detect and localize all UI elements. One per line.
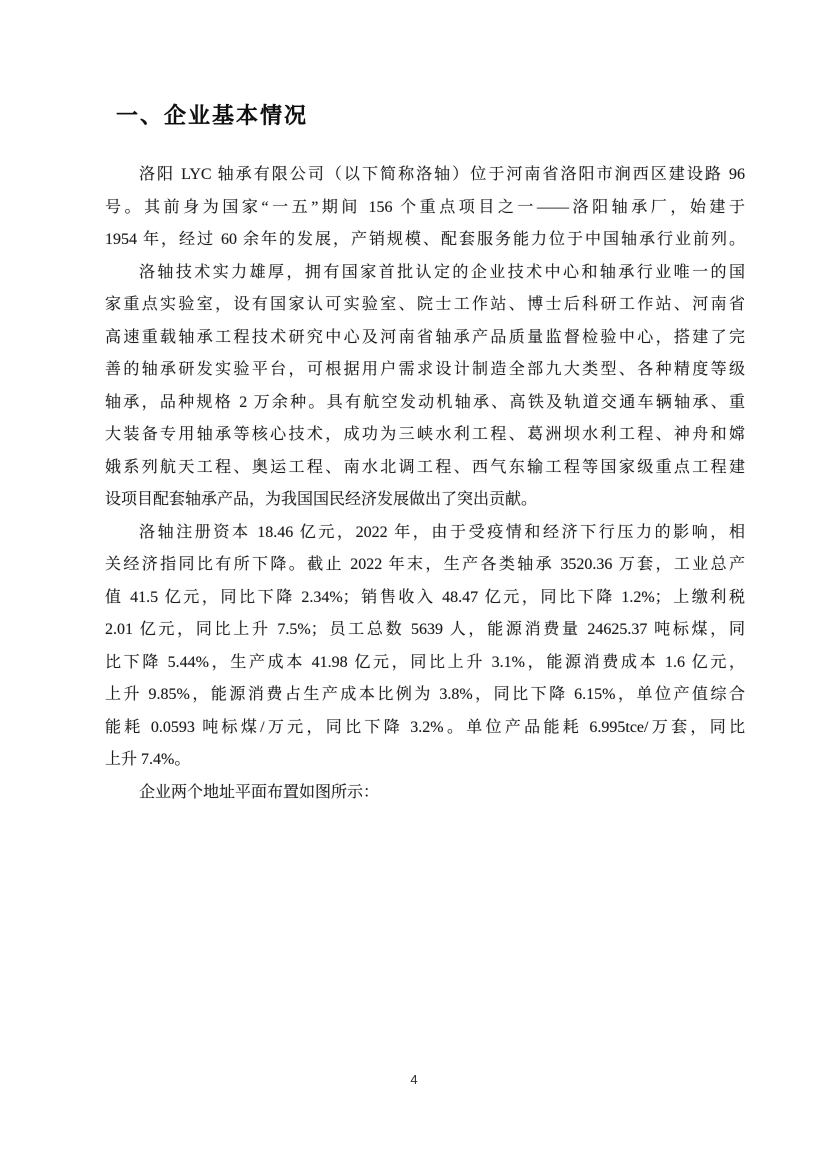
paragraph-2-line-7: 娥系列航天工程、奥运工程、南水北调工程、西气东输工程等国家级重点工程建 xyxy=(105,458,745,476)
document-body xyxy=(105,159,745,809)
paragraph-3-line-4: 2.01 亿元，同比上升 7.5%；员工总数 5639 人，能源消费量 24625.37 吨标煤，同 xyxy=(105,621,745,638)
paragraph-2-line-4: 善的轴承研发实验平台，可根据用户需求设计制造全部九大类型、各种精度等级 xyxy=(105,361,745,378)
paragraph-3-line-1: 洛轴注册资本 18.46 亿元，2022 年，由于受疫情和经济下行压力的影响，相 xyxy=(139,523,745,541)
paragraph-2-line-8: 设项目配套轴承产品，为我国国民经济发展做出了突出贡献。 xyxy=(105,491,538,508)
paragraph-2-line-2: 家重点实验室，设有国家认可实验室、院士工作站、博士后科研工作站、河南省 xyxy=(105,296,745,313)
paragraph-4-line-1: 企业两个地址平面布置如图所示： xyxy=(139,783,380,801)
paragraph-1-line-3: 1954 年，经过 60 余年的发展，产销规模、配套服务能力位于中国轴承行业前列。 xyxy=(105,231,745,248)
paragraph-3-line-8: 上升 7.4%。 xyxy=(105,751,191,768)
paragraph-1-line-1: 洛阳 LYC 轴承有限公司（以下简称洛轴）位于河南省洛阳市涧西区建设路 96 xyxy=(139,166,745,183)
paragraph-3-line-5: 比下降 5.44%，生产成本 41.98 亿元，同比上升 3.1%，能源消费成本 1.6 亿元， xyxy=(105,653,745,671)
paragraph-2-line-1: 洛轴技术实力雄厚，拥有国家首批认定的企业技术中心和轴承行业唯一的国 xyxy=(139,263,745,281)
paragraph-2-line-3: 高速重载轴承工程技术研究中心及河南省轴承产品质量监督检验中心，搭建了完 xyxy=(105,328,745,346)
paragraph-2-line-6: 大装备专用轴承等核心技术，成功为三峡水利工程、葛洲坝水利工程、神舟和嫦 xyxy=(105,426,745,443)
paragraph-3-line-7: 能耗 0.0593 吨标煤/万元，同比下降 3.2%。单位产品能耗 6.995tce/万套，同比 xyxy=(105,718,745,736)
section-heading: 一、企业基本情况 xyxy=(116,103,309,128)
page-number: 4 xyxy=(410,1072,418,1087)
paragraph-3-line-3: 值 41.5 亿元，同比下降 2.34%；销售收入 48.47 亿元，同比下降 1.2%；上缴利税 xyxy=(105,588,745,606)
paragraph-3-line-6: 上升 9.85%，能源消费占生产成本比例为 3.8%，同比下降 6.15%，单位产值综合 xyxy=(105,686,745,703)
paragraph-2-line-5: 轴承，品种规格 2 万余种。具有航空发动机轴承、高铁及轨道交通车辆轴承、重 xyxy=(105,393,745,411)
paragraph-3-line-2: 关经济指同比有所下降。截止 2022 年末，生产各类轴承 3520.36 万套，工业总产 xyxy=(105,556,745,573)
paragraph-1-line-2: 号。其前身为国家“一五”期间 156 个重点项目之一——洛阳轴承厂，始建于 xyxy=(105,198,745,216)
